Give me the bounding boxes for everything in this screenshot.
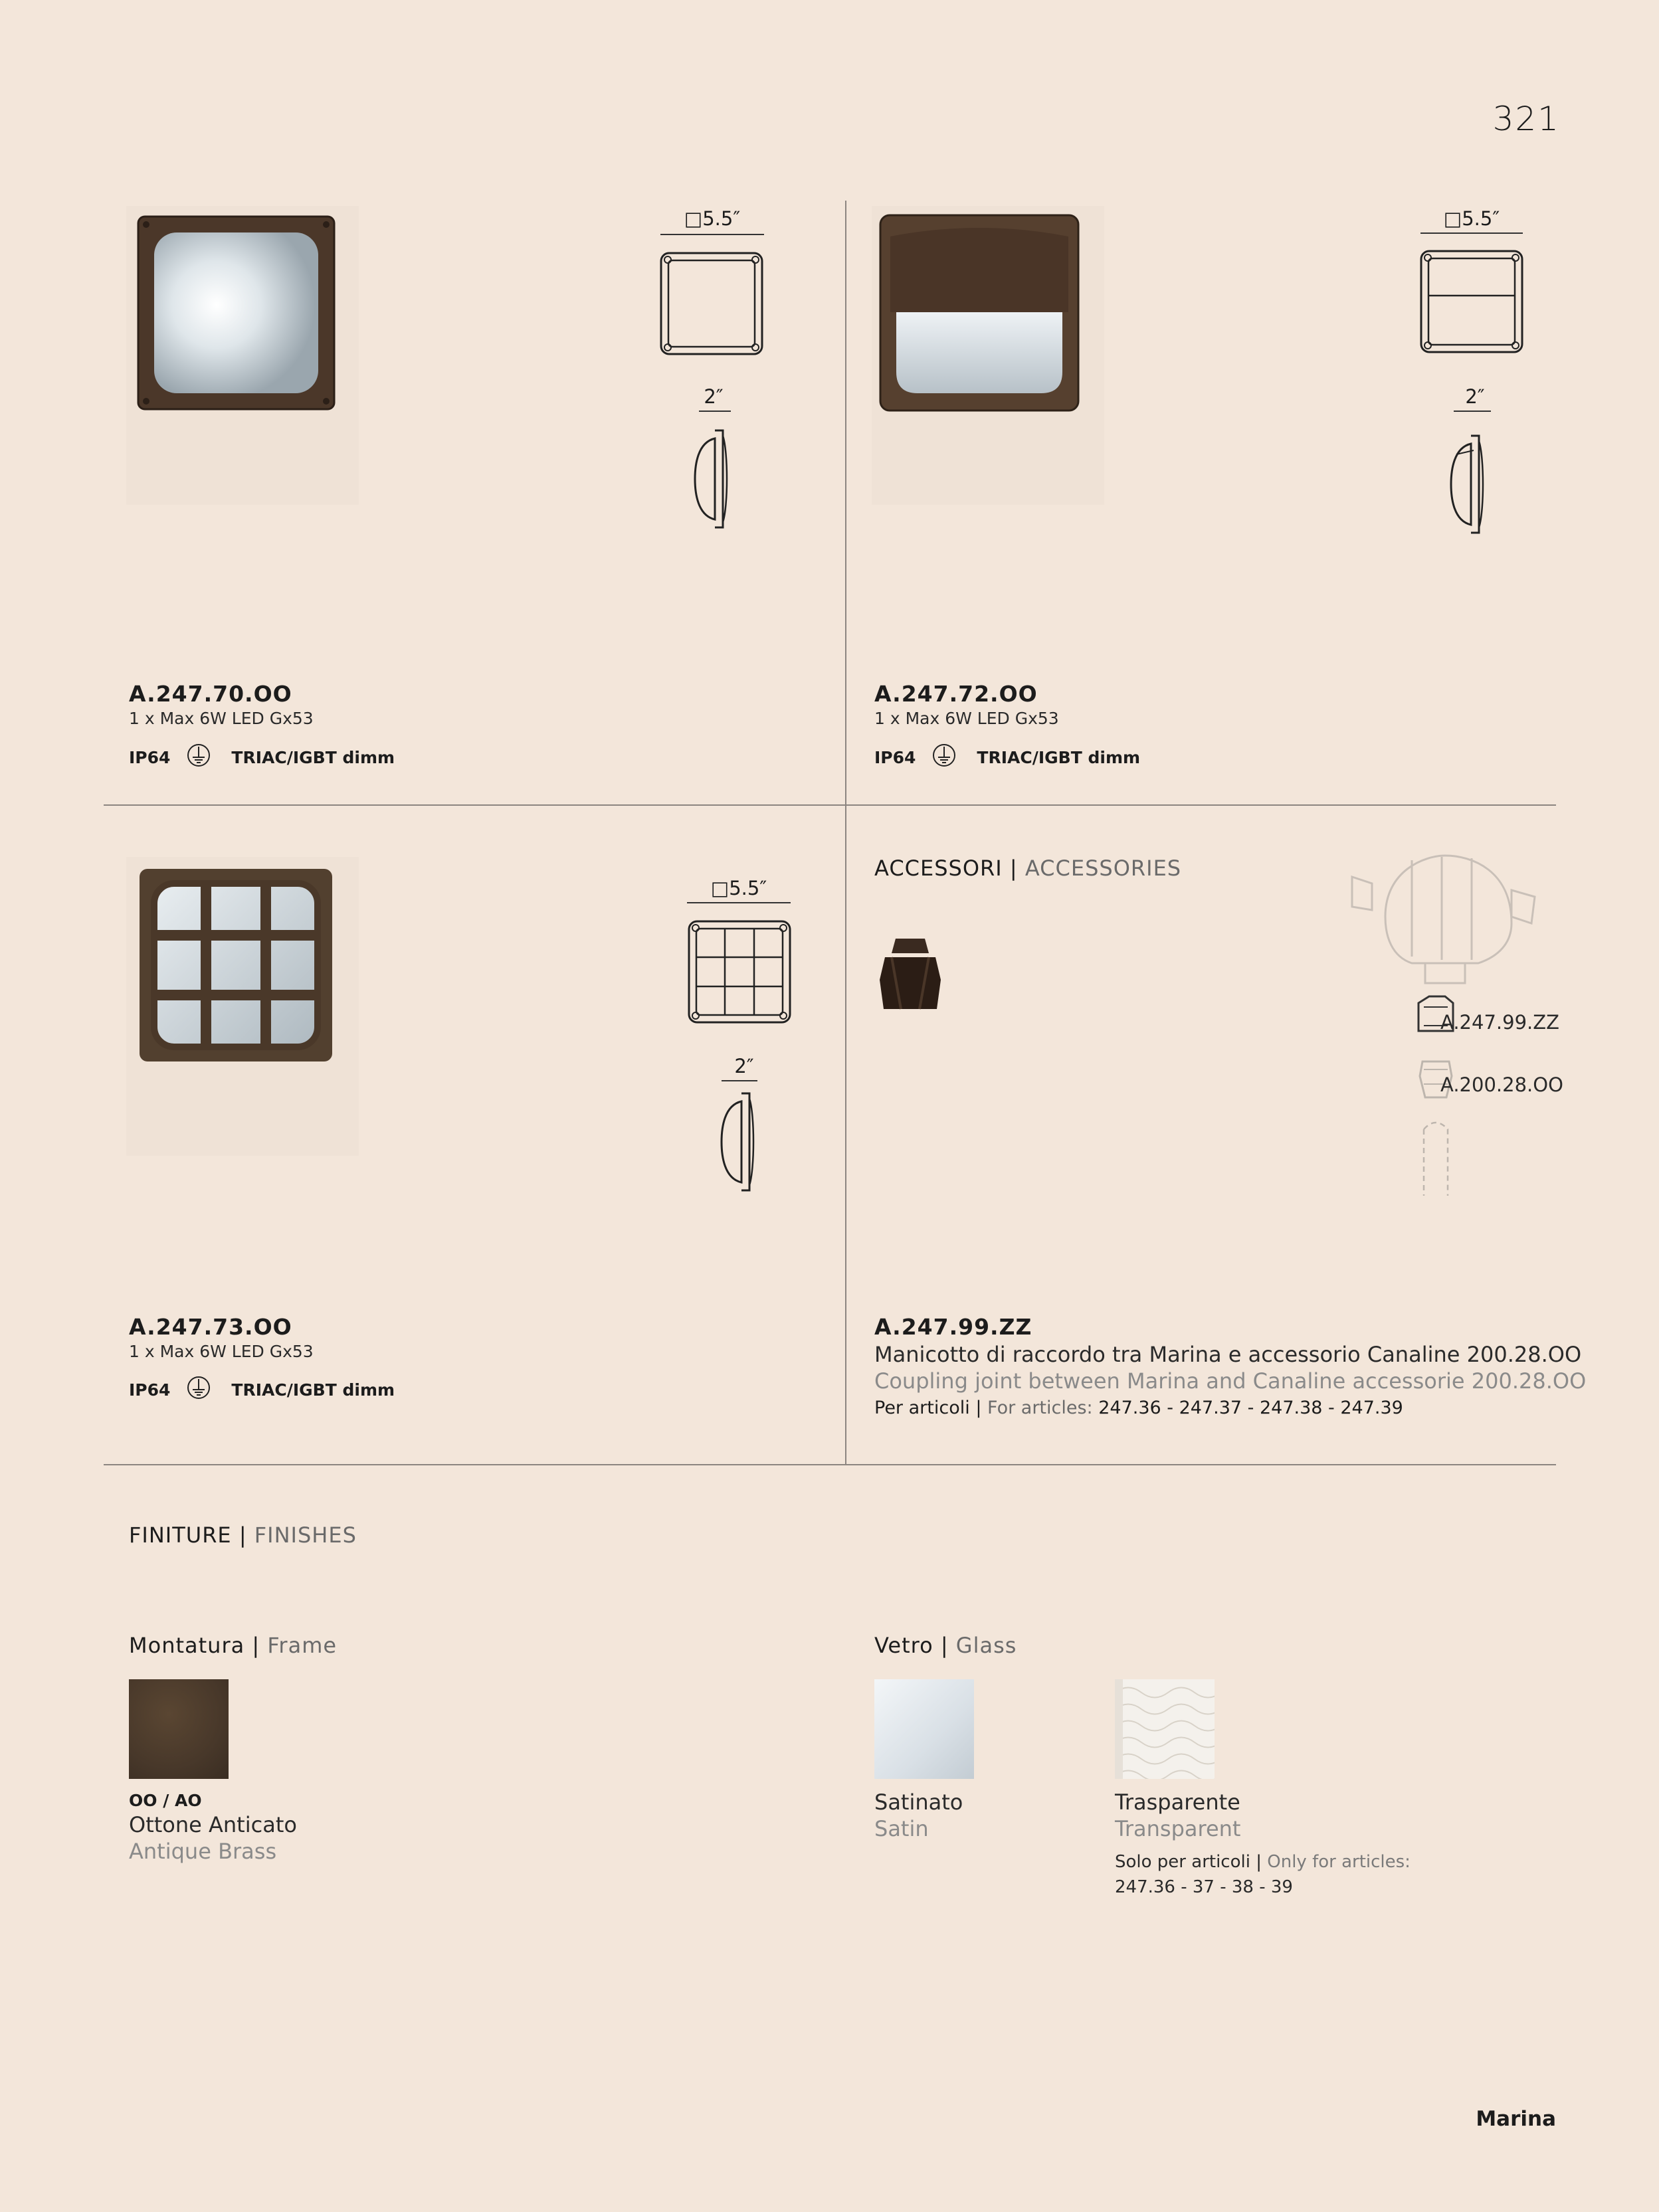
horizontal-divider-bottom — [104, 1464, 1556, 1465]
glass-satin-name-en: Satin — [874, 1816, 929, 1841]
ground-icon — [186, 743, 211, 772]
lamp-hood-icon — [872, 206, 1104, 505]
dimension-width: □5.5″ — [1443, 207, 1500, 230]
accessory-label-coupling: A.247.99.ZZ — [1440, 1011, 1559, 1034]
vertical-divider — [845, 201, 846, 1465]
frame-finish-name-it: Ottone Anticato — [129, 1812, 297, 1837]
dimension-depth: 2″ — [734, 1055, 754, 1077]
transparent-glass-texture-icon — [1115, 1679, 1215, 1779]
accessory-description-en: Coupling joint between Marina and Canaline accessorie 200.28.OO — [874, 1368, 1587, 1394]
dimension-underline — [1420, 232, 1523, 234]
front-drawing-icon — [687, 919, 793, 1026]
product-photo-hood — [872, 206, 1104, 505]
collection-name: Marina — [1476, 2107, 1556, 2131]
dimension-underline — [660, 234, 764, 235]
ip-rating: IP64 — [129, 1380, 171, 1400]
dimension-width: □5.5″ — [684, 207, 741, 230]
dimension-underline — [687, 902, 791, 903]
glass-transparent-name-en: Transparent — [1115, 1816, 1241, 1841]
side-drawing-icon — [718, 1088, 760, 1196]
accessory-articles: Per articoli | For articles: 247.36 - 247.37 - 247.38 - 247.39 — [874, 1398, 1403, 1418]
accessories-title: ACCESSORI | ACCESSORIES — [874, 856, 1182, 881]
finishes-title: FINITURE | FINISHES — [129, 1522, 357, 1548]
side-drawing-icon — [1447, 430, 1490, 538]
glass-transparent-note: Solo per articoli | Only for articles: — [1115, 1852, 1411, 1872]
lamp-plain-icon — [126, 206, 359, 505]
horizontal-divider-top — [104, 804, 1556, 806]
accessory-code: A.247.99.ZZ — [874, 1314, 1032, 1340]
frame-swatch-antique-brass — [129, 1679, 229, 1779]
accessory-label-canaline: A.200.28.OO — [1440, 1073, 1563, 1096]
front-drawing-icon — [1419, 249, 1525, 355]
dimension-depth: 2″ — [1465, 385, 1485, 408]
frame-finish-name-en: Antique Brass — [129, 1839, 277, 1864]
dimm-type: TRIAC/IGBT dimm — [231, 747, 395, 767]
frame-title: Montatura | Frame — [129, 1633, 338, 1658]
page-number: 321 — [1492, 100, 1560, 138]
glass-swatch-transparent — [1115, 1679, 1215, 1779]
ground-icon — [186, 1375, 211, 1404]
ip-rating: IP64 — [874, 747, 916, 767]
product-photo-grid — [126, 857, 359, 1156]
product-photo-plain — [126, 206, 359, 505]
product-spec: 1 x Max 6W LED Gx53 — [874, 709, 1059, 728]
ground-icon — [931, 743, 957, 772]
accessory-description-it: Manicotto di raccordo tra Marina e accessorio Canaline 200.28.OO — [874, 1342, 1582, 1367]
coupling-joint-photo-icon — [876, 933, 945, 1016]
product-spec: 1 x Max 6W LED Gx53 — [129, 709, 314, 728]
dimension-depth: 2″ — [704, 385, 724, 408]
dimension-width: □5.5″ — [710, 877, 767, 899]
product-badges — [129, 1375, 395, 1404]
glass-transparent-name-it: Trasparente — [1115, 1790, 1240, 1815]
dimm-type: TRIAC/IGBT dimm — [977, 747, 1141, 767]
product-spec: 1 x Max 6W LED Gx53 — [129, 1342, 314, 1361]
lamp-grid-icon — [126, 857, 359, 1156]
ip-rating: IP64 — [129, 747, 171, 767]
product-code: A.247.73.OO — [129, 1314, 292, 1340]
product-code: A.247.72.OO — [874, 681, 1038, 707]
side-drawing-icon — [691, 425, 733, 533]
front-drawing-icon — [659, 251, 765, 357]
dimension-underline — [1454, 411, 1491, 412]
glass-title: Vetro | Glass — [874, 1633, 1017, 1658]
product-code: A.247.70.OO — [129, 681, 292, 707]
dimm-type: TRIAC/IGBT dimm — [231, 1380, 395, 1400]
dimension-underline — [722, 1080, 757, 1081]
product-badges — [129, 743, 395, 772]
product-badges — [874, 743, 1140, 772]
glass-transparent-note-list: 247.36 - 37 - 38 - 39 — [1115, 1877, 1293, 1897]
glass-swatch-satin — [874, 1679, 974, 1779]
dimension-underline — [699, 411, 731, 412]
frame-finish-code: OO / AO — [129, 1791, 202, 1810]
glass-satin-name-it: Satinato — [874, 1790, 963, 1815]
